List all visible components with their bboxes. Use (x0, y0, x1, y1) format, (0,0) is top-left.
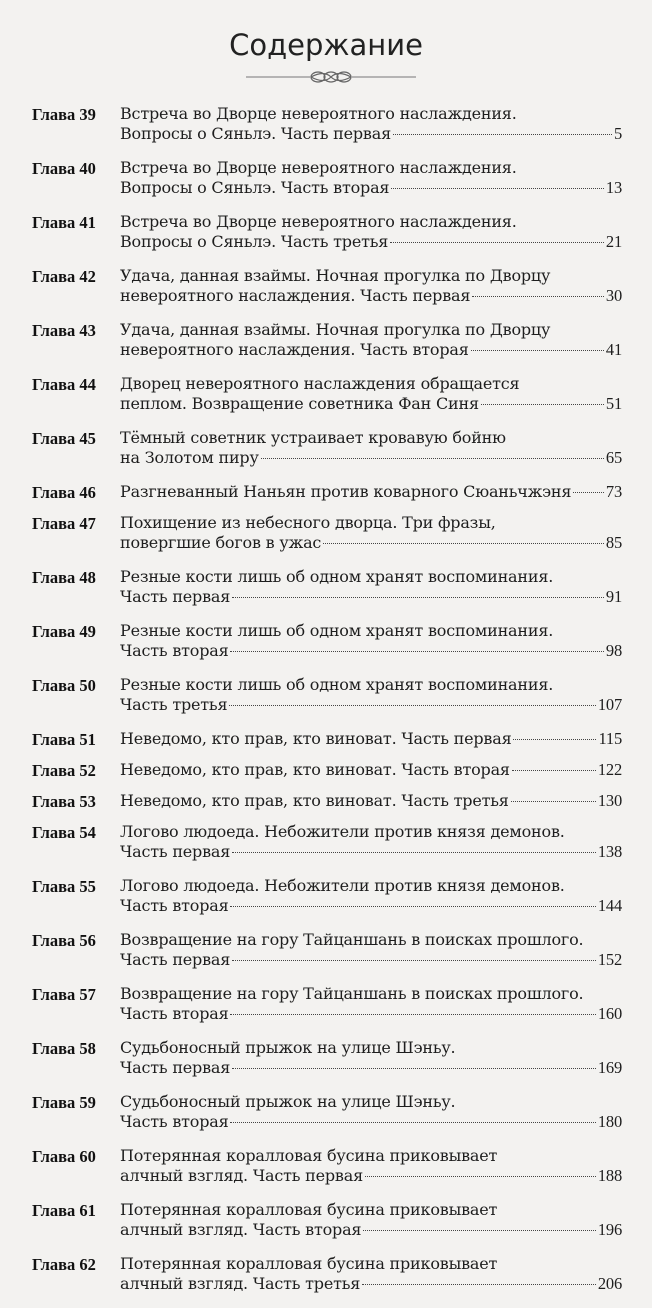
dot-leader (232, 597, 604, 598)
chapter-title-line: Встреча во Дворце невероятного наслаждения. (120, 104, 517, 123)
chapter-title-last-line (120, 1274, 622, 1294)
page-number: 5 (613, 124, 622, 143)
chapter-title-line: на Золотом пиру (120, 448, 259, 467)
chapter-title-last-line (120, 1112, 622, 1132)
page-number: 91 (605, 587, 622, 606)
chapter-title-line: Часть вторая (120, 1112, 229, 1131)
chapter-number: Глава 57 (32, 985, 96, 1004)
chapter-title (120, 374, 622, 414)
dot-leader (229, 705, 596, 706)
chapter-number: Глава 54 (32, 823, 96, 842)
chapter-title-last-line (120, 1058, 622, 1078)
chapter-title-line: Часть первая (120, 950, 231, 969)
chapter-title (120, 621, 622, 661)
dot-leader (573, 492, 604, 493)
toc-entry[interactable] (32, 513, 622, 553)
chapter-title-line: Неведомо, кто прав, кто виноват. Часть вторая (120, 760, 510, 779)
page-number: 107 (597, 695, 622, 714)
toc-entry[interactable] (32, 675, 622, 715)
chapter-title-line: Потерянная коралловая бусина приковывает (120, 1254, 498, 1273)
chapter-title-last-line (120, 533, 622, 553)
page-number: 85 (605, 533, 622, 552)
page-number: 152 (597, 950, 622, 969)
chapter-title-last-line (120, 394, 622, 414)
chapter-title (120, 320, 622, 360)
chapter-title-line: Вопросы о Сяньлэ. Часть вторая (120, 178, 390, 197)
page-number: 30 (605, 286, 622, 305)
chapter-title-line: Разгневанный Наньян против коварного Сюаньчжэня (120, 482, 572, 501)
chapter-title (120, 791, 622, 811)
toc-entry[interactable] (32, 158, 622, 198)
chapter-title-line: Возвращение на гору Тайцаншань в поисках прошлого. (120, 984, 584, 1003)
chapter-number: Глава 58 (32, 1039, 96, 1058)
dot-leader (481, 404, 604, 405)
chapter-title (120, 822, 622, 862)
chapter-title-line: алчный взгляд. Часть третья (120, 1274, 361, 1293)
dot-leader (472, 296, 604, 297)
toc-entry[interactable] (32, 104, 622, 144)
dot-leader (365, 1176, 596, 1177)
chapter-title-last-line (120, 178, 622, 198)
toc-entry[interactable] (32, 1200, 622, 1240)
chapter-title (120, 428, 622, 468)
toc-entry[interactable] (32, 374, 622, 414)
chapter-title-line: Резные кости лишь об одном хранят воспоминания. (120, 567, 554, 586)
page-number: 196 (597, 1220, 622, 1239)
chapter-title-line: невероятного наслаждения. Часть первая (120, 286, 471, 305)
chapter-title (120, 104, 622, 144)
toc-entry[interactable] (32, 791, 622, 811)
chapter-title-last-line (120, 1166, 622, 1186)
chapter-title-line: Удача, данная взаймы. Ночная прогулка по Дворцу (120, 320, 551, 339)
chapter-number: Глава 59 (32, 1093, 96, 1112)
chapter-number: Глава 55 (32, 877, 96, 896)
page-number: 13 (605, 178, 622, 197)
chapter-number: Глава 45 (32, 429, 96, 448)
page-number: 51 (605, 394, 622, 413)
toc-entry[interactable] (32, 320, 622, 360)
toc-entry[interactable] (32, 428, 622, 468)
chapter-title-last-line (120, 896, 622, 916)
chapter-number: Глава 50 (32, 676, 96, 695)
chapter-title-last-line (120, 842, 622, 862)
page-number: 180 (597, 1112, 622, 1131)
chapter-title-line: Логово людоеда. Небожители против князя демонов. (120, 822, 565, 841)
page-number: 169 (597, 1058, 622, 1077)
toc-entry[interactable] (32, 1092, 622, 1132)
chapter-title (120, 482, 622, 502)
chapter-title-line: Судьбоносный прыжок на улице Шэньу. (120, 1038, 456, 1057)
toc-entry[interactable] (32, 482, 622, 502)
dot-leader (390, 242, 604, 243)
chapter-title-line: Часть вторая (120, 896, 229, 915)
chapter-number: Глава 48 (32, 568, 96, 587)
page-number: 98 (605, 641, 622, 660)
page-number: 65 (605, 448, 622, 467)
toc-entry[interactable] (32, 212, 622, 252)
dot-leader (512, 770, 596, 771)
chapter-number: Глава 60 (32, 1147, 96, 1166)
chapter-title-last-line (120, 124, 622, 144)
dot-leader (230, 651, 603, 652)
dot-leader (230, 906, 595, 907)
dot-leader (513, 739, 596, 740)
page-number: 21 (605, 232, 622, 251)
chapter-title-last-line (120, 791, 622, 811)
dot-leader (471, 350, 604, 351)
dot-leader (232, 960, 596, 961)
chapter-number: Глава 56 (32, 931, 96, 950)
chapter-title (120, 1092, 622, 1132)
chapter-number: Глава 47 (32, 514, 96, 533)
dot-leader (232, 852, 596, 853)
chapter-title-line: Часть вторая (120, 1004, 229, 1023)
page-number: 122 (597, 760, 622, 779)
chapter-title-last-line (120, 729, 622, 749)
chapter-number: Глава 51 (32, 730, 96, 749)
chapter-title (120, 212, 622, 252)
toc-entry[interactable] (32, 822, 622, 862)
chapter-title-line: Часть первая (120, 1058, 231, 1077)
dot-leader (391, 188, 604, 189)
chapter-title (120, 513, 622, 553)
chapter-title-line: Удача, данная взаймы. Ночная прогулка по Дворцу (120, 266, 551, 285)
chapter-title-last-line (120, 760, 622, 780)
chapter-title-last-line (120, 482, 622, 502)
chapter-title-line: Вопросы о Сяньлэ. Часть третья (120, 232, 389, 251)
toc-entry[interactable] (32, 760, 622, 780)
page-number: 130 (597, 791, 622, 810)
page-number: 115 (598, 729, 622, 748)
chapter-title (120, 567, 622, 607)
chapter-title-line: Похищение из небесного дворца. Три фразы, (120, 513, 496, 532)
chapter-title (120, 930, 622, 970)
chapter-title (120, 1146, 622, 1186)
chapter-title-line: алчный взгляд. Часть вторая (120, 1220, 362, 1239)
chapter-title (120, 760, 622, 780)
chapter-title-line: Тёмный советник устраивает кровавую бойню (120, 428, 506, 447)
toc-entry[interactable] (32, 876, 622, 916)
toc-entry[interactable] (32, 984, 622, 1024)
dot-leader (230, 1122, 595, 1123)
chapter-title-line: невероятного наслаждения. Часть вторая (120, 340, 469, 359)
chapter-title (120, 675, 622, 715)
chapter-title (120, 1254, 622, 1294)
chapter-number: Глава 42 (32, 267, 96, 286)
page-number: 73 (605, 482, 622, 501)
chapter-number: Глава 46 (32, 483, 96, 502)
dot-leader (323, 543, 604, 544)
page-number: 41 (605, 340, 622, 359)
chapter-title-line: Неведомо, кто прав, кто виноват. Часть третья (120, 791, 509, 810)
chapter-title-line: повергшие богов в ужас (120, 533, 322, 552)
chapter-title-line: Потерянная коралловая бусина приковывает (120, 1146, 498, 1165)
chapter-title-line: пеплом. Возвращение советника Фан Синя (120, 394, 479, 413)
chapter-title-line: Часть вторая (120, 641, 229, 660)
chapter-title (120, 1038, 622, 1078)
dot-leader (393, 134, 612, 135)
chapter-number: Глава 39 (32, 105, 96, 124)
chapter-title-last-line (120, 587, 622, 607)
chapter-title-line: Резные кости лишь об одном хранят воспоминания. (120, 675, 554, 694)
chapter-title-last-line (120, 695, 622, 715)
toc-entry[interactable] (32, 621, 622, 661)
chapter-title (120, 1200, 622, 1240)
chapter-title-line: Возвращение на гору Тайцаншань в поисках прошлого. (120, 930, 584, 949)
chapter-title-line: Вопросы о Сяньлэ. Часть первая (120, 124, 391, 143)
chapter-title-line: Резные кости лишь об одном хранят воспоминания. (120, 621, 554, 640)
chapter-number: Глава 62 (32, 1255, 96, 1274)
page-number: 188 (597, 1166, 622, 1185)
chapter-title (120, 876, 622, 916)
chapter-title-line: Судьбоносный прыжок на улице Шэньу. (120, 1092, 456, 1111)
dot-leader (362, 1284, 596, 1285)
toc-entry[interactable] (32, 567, 622, 607)
toc-entry[interactable] (32, 266, 622, 306)
chapter-title-line: Часть первая (120, 842, 231, 861)
chapter-title-last-line (120, 950, 622, 970)
chapter-number: Глава 40 (32, 159, 96, 178)
chapter-title-line: Потерянная коралловая бусина приковывает (120, 1200, 498, 1219)
toc-entry[interactable] (32, 729, 622, 749)
chapter-title (120, 158, 622, 198)
chapter-number: Глава 41 (32, 213, 96, 232)
chapter-title (120, 984, 622, 1024)
chapter-title-last-line (120, 1220, 622, 1240)
page-number: 160 (597, 1004, 622, 1023)
chapter-title-last-line (120, 232, 622, 252)
chapter-title (120, 729, 622, 749)
chapter-number: Глава 44 (32, 375, 96, 394)
chapter-number: Глава 43 (32, 321, 96, 340)
chapter-title-line: Логово людоеда. Небожители против князя демонов. (120, 876, 565, 895)
toc-entry[interactable] (32, 1254, 622, 1294)
chapter-title-line: Часть третья (120, 695, 228, 714)
chapter-title-line: Дворец невероятного наслаждения обращается (120, 374, 520, 393)
toc-entry[interactable] (32, 930, 622, 970)
dot-leader (230, 1014, 595, 1015)
chapter-title (120, 266, 622, 306)
chapter-title-last-line (120, 641, 622, 661)
dot-leader (511, 801, 596, 802)
ornament-divider-icon (246, 68, 416, 86)
chapter-title-line: Часть первая (120, 587, 231, 606)
chapter-number: Глава 61 (32, 1201, 96, 1220)
page-title: Содержание (229, 28, 423, 62)
chapter-title-line: Встреча во Дворце невероятного наслаждения. (120, 212, 517, 231)
table-of-contents (32, 104, 622, 1308)
chapter-number: Глава 53 (32, 792, 96, 811)
chapter-number: Глава 49 (32, 622, 96, 641)
dot-leader (261, 458, 604, 459)
chapter-title-line: алчный взгляд. Часть первая (120, 1166, 363, 1185)
toc-entry[interactable] (32, 1146, 622, 1186)
chapter-title-last-line (120, 286, 622, 306)
toc-entry[interactable] (32, 1038, 622, 1078)
page-number: 144 (597, 896, 622, 915)
page-number: 138 (597, 842, 622, 861)
chapter-number: Глава 52 (32, 761, 96, 780)
chapter-title-last-line (120, 1004, 622, 1024)
page-number: 206 (597, 1274, 622, 1293)
dot-leader (232, 1068, 596, 1069)
chapter-title-last-line (120, 448, 622, 468)
chapter-title-line: Встреча во Дворце невероятного наслаждения. (120, 158, 517, 177)
dot-leader (363, 1230, 596, 1231)
chapter-title-line: Неведомо, кто прав, кто виноват. Часть первая (120, 729, 512, 748)
chapter-title-last-line (120, 340, 622, 360)
